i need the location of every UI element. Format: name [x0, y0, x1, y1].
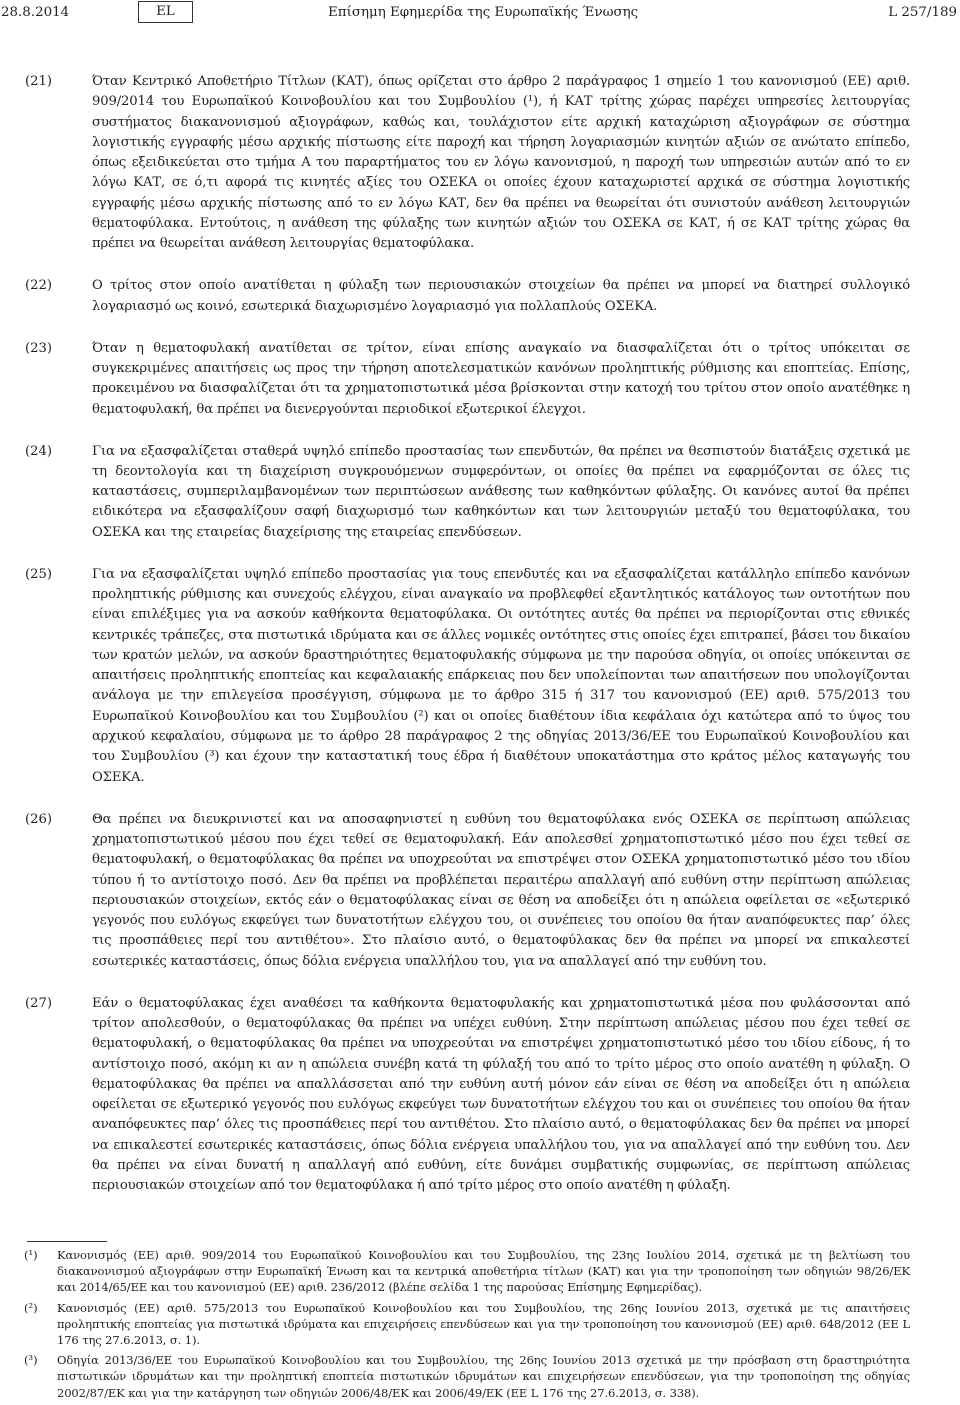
recital-number: (23): [25, 340, 53, 356]
footnote-text: Κανονισμός (ΕΕ) αριθ. 909/2014 του Ευρωπαϊκού Κοινοβουλίου και του Συμβουλίου, της 23ης Ιουλίου 2014, σχετικά με τη βελτίωση του διακανονισμού αξιογράφων στην Ευρωπαϊκή Ένωση και τα κεντρικά αποθετήρια τίτλων (ΚΑΤ) και για την τροποποίηση των οδηγιών 98/26/ΕΚ και 2014/65/ΕΕ και του κανονισμού (ΕΕ) αριθ. 236/2012 (βλέπε σελίδα 1 της παρούσας Επίσημης Εφημερίδας).: [57, 1248, 910, 1295]
footnote-2: [0, 1300, 960, 1349]
footnote-number: (¹): [24, 1248, 38, 1262]
recital-number: (21): [25, 74, 53, 89]
recital-25: [0, 565, 960, 788]
recital-text: Όταν η θεματοφυλακή ανατίθεται σε τρίτον, είναι επίσης αναγκαίο να διασφαλίζεται ότι ο τρίτος υπόκειται σε συγκεκριμένες απαιτήσεις ως προς την τήρηση αποτελεσματικών κανόνων προληπτικής ρύθμισης και εποπτείας. Επίσης, προκειμένου να διασφαλίζεται ότι τα χρηματοπιστωτικά μέσα βρίσκονται στην κατοχή του τρίτου στον οποίο ανατέθηκε η θεματοφυλακή, θα πρέπει να διενεργούνται περιοδικοί εξωτερικοί έλεγχοι.: [92, 340, 910, 417]
recital-text: Για να εξασφαλίζεται σταθερά υψηλό επίπεδο προστασίας των επενδυτών, θα πρέπει να θεσπιστούν διατάξεις σχετικά με τη δεοντολογία και τη διαχείριση συγκρουόμενων συμφερόντων, οι οποίες θα πρέπει να εφαρμόζονται σε όλες τις καταστάσεις, συμπεριλαμβανομένων των περιπτώσεων ανάθεσης των καθηκόντων φύλαξης. Οι κανόνες αυτοί θα πρέπει ειδικότερα να εξασφαλίζουν σαφή διαχωρισμό των καθηκόντων και των λειτουργιών μεταξύ του θεματοφύλακα, του ΟΣΕΚΑ και της εταιρείας διαχείρισης της εταιρείας επενδύσεων.: [92, 443, 910, 540]
recitals-list: [0, 72, 960, 1218]
recital-22: [0, 276, 960, 317]
footnote-text: Κανονισμός (ΕΕ) αριθ. 575/2013 του Ευρωπαϊκού Κοινοβουλίου και του Συμβουλίου, της 26ης Ιουνίου 2013, σχετικά με τις απαιτήσεις προληπτικής εποπτείας για πιστωτικά ιδρύματα και επιχειρήσεις επενδύσεων και για την τροποποίηση του κανονισμού (ΕΕ) αριθ. 648/2012 (ΕΕ L 176 της 27.6.2013, σ. 1).: [57, 1300, 910, 1348]
recital-24: [0, 442, 960, 543]
language-badge: EL: [138, 1, 193, 23]
recital-number: (24): [25, 443, 53, 459]
recital-text: Για να εξασφαλίζεται υψηλό επίπεδο προστασίας για τους επενδυτές και να εξασφαλίζεται κατάλληλο επίπεδο κανόνων προληπτικής ρύθμισης και συνεχούς ελέγχου, είναι αναγκαίο να προβλεφθεί εξαντλητικός κατάλογος των οντοτήτων που είναι επιλέξιμες για να ασκούν καθήκοντα θεματοφύλακα. Οι οντότητες αυτές θα πρέπει να περιορίζονται στις εθνικές κεντρικές τράπεζες, στα πιστωτικά ιδρύματα και σε άλλες νομικές οντότητες στις οποίες έχει επιτραπεί, βάσει του δικαίου των κρατών μελών, να ασκούν δραστηριότητες θεματοφυλακής σύμφωνα με την παρούσα οδηγία, οι οποίες υπόκεινται σε απαιτήσεις προληπτικής εποπτείας και κεφαλαιακής επάρκειας που δεν υπολείπονται των απαιτήσεων που υπολογίζονται ανάλογα με την επιλεγείσα προσέγγιση, σύμφωνα με το άρθρο 315 ή 317 του κανονισμού (ΕΕ) αριθ. 575/2013 του Ευρωπαϊκού Κοινοβουλίου και του Συμβουλίου (²) και οι οποίες διαθέτουν ίδια κεφάλαια όχι κατώτερα από το ύψος του αρχικού κεφαλαίου, σύμφωνα με το άρθρο 28 παράγραφος 2 της οδηγίας 2013/36/ΕΕ του Ευρωπαϊκού Κοινοβουλίου και του Συμβουλίου (³) και έχουν την καταστατική τους έδρα ή διαθέτουν υποκατάστημα στο κράτος μέλος καταγωγής του ΟΣΕΚΑ.: [92, 566, 910, 785]
recital-23: [0, 339, 960, 420]
recital-number: (22): [25, 278, 53, 294]
footnote-number: (³): [24, 1353, 38, 1368]
footnote-3: [0, 1352, 960, 1401]
recital-number: (26): [25, 811, 53, 827]
footnote-separator: [27, 1241, 107, 1242]
publication-date: 28.8.2014: [1, 5, 70, 20]
recital-text: Εάν ο θεματοφύλακας έχει αναθέσει τα καθήκοντα θεματοφυλακής και χρηματοπιστωτικά μέσα που φυλάσσονται από τρίτον απολεσθούν, ο θεματοφύλακας θα πρέπει να υπέχει ευθύνη. Στην περίπτωση απώλειας μέσου που έχει τεθεί σε θεματοφυλακή, ο θεματοφύλακας θα πρέπει να υποχρεούται να επιστρέψει χρηματοπιστωτικό μέσο του ιδίου είδους, ή το αντίστοιχο ποσό, ακόμη κι αν η απώλεια συνέβη κατά τη φύλαξή του από το τρίτο μέρος στο οποίο ανατέθη η φύλαξη. Ο θεματοφύλακας θα πρέπει να απαλλάσσεται από την ευθύνη αυτή μόνον εάν είναι σε θέση να αποδείξει ότι η απώλεια οφείλεται σε εξωτερικό γεγονός που ευλόγως εκφεύγει των δυνατοτήτων ελέγχου του και οι συνέπειες του οποίου θα ήταν αναπόφευκτες παρ’ όλες τις προσπάθειες περί του αντιθέτου. Στο πλαίσιο αυτό, ο θεματοφύλακας δεν θα πρέπει να μπορεί να επικαλεστεί εσωτερικές καταστάσεις, όπως δόλια ενέργεια υπαλλήλου του, για να απαλλαγεί από την ευθύνη του. Δεν θα πρέπει να είναι δυνατή η απαλλαγή από ευθύνη, είτε δυνάμει συμβατικής συμφωνίας, σε περίπτωση απώλειας περιουσιακών στοιχείων από τον θεματοφύλακα ή από τρίτο μέρος στο οποίο ανατέθη η φύλαξη.: [92, 995, 910, 1194]
page-header: [0, 0, 960, 30]
footnote-number: (²): [24, 1300, 38, 1315]
footnote-text: Οδηγία 2013/36/ΕΕ του Ευρωπαϊκού Κοινοβουλίου και του Συμβουλίου, της 26ης Ιουνίου 2013 σχετικά με την πρόσβαση στη δραστηριότητα πιστωτικών ιδρυμάτων και την προληπτική εποπτεία πιστωτικών ιδρυμάτων και επιχειρήσεων επενδύσεων, για την τροποποίηση της οδηγίας 2002/87/ΕΚ και για την κατάργηση των οδηγιών 2006/48/ΕΚ και 2006/49/ΕΚ (ΕΕ L 176 της 27.6.2013, σ. 338).: [57, 1353, 910, 1400]
recital-text: Ο τρίτος στον οποίο ανατίθεται η φύλαξη των περιουσιακών στοιχείων θα πρέπει να μπορεί να διατηρεί συλλογικό λογαριασμό ως κοινό, εσωτερικά διαχωρισμένο λογαριασμό για πολλαπλούς ΟΣΕΚΑ.: [92, 278, 910, 314]
journal-title: Επίσημη Εφημερίδα της Ευρωπαϊκής Ένωσης: [328, 5, 639, 20]
page-reference: L 257/189: [888, 5, 957, 20]
recital-number: (27): [25, 995, 53, 1011]
recital-26: [0, 810, 960, 972]
footnote-1: [0, 1247, 960, 1296]
recital-text: Θα πρέπει να διευκρινιστεί και να αποσαφηνιστεί η ευθύνη του θεματοφύλακα ενός ΟΣΕΚΑ σε περίπτωση απώλειας χρηματοπιστωτικού μέσου που έχει τεθεί σε θεματοφυλακή. Εάν απολεσθεί χρηματοπιστωτικό μέσο που έχει τεθεί σε θεματοφυλακή, ο θεματοφύλακας θα πρέπει να υποχρεούται να επιστρέψει στον ΟΣΕΚΑ χρηματοπιστωτικό μέσο του ιδίου τύπου ή το αντίστοιχο ποσό. Δεν θα πρέπει να προβλέπεται περαιτέρω απαλλαγή από ευθύνη στην περίπτωση απώλειας περιουσιακών στοιχείων, εκτός εάν ο θεματοφύλακας είναι σε θέση να αποδείξει ότι η απώλεια οφείλεται σε «εξωτερικό γεγονός που ευλόγως εκφεύγει των δυνατοτήτων ελέγχου του, οι συνέπειες του οποίου θα ήταν αναπόφευκτες παρ’ όλες τις προσπάθειες περί του αντιθέτου». Στο πλαίσιο αυτό, ο θεματοφύλακας δεν θα πρέπει να μπορεί να επικαλεστεί εσωτερικές καταστάσεις, όπως δόλια ενέργεια υπαλλήλου του, για να απαλλαγεί από την ευθύνη του.: [92, 811, 910, 969]
recital-number: (25): [25, 566, 53, 582]
footnotes-list: [0, 1247, 960, 1405]
recital-21: [0, 72, 960, 255]
recital-text: Όταν Κεντρικό Αποθετήριο Τίτλων (ΚΑΤ), όπως ορίζεται στο άρθρο 2 παράγραφος 1 σημείο 1 του κανονισμού (ΕΕ) αριθ. 909/2014 του Ευρωπαϊκού Κοινοβουλίου και του Συμβουλίου (¹), ή ΚΑΤ τρίτης χώρας παρέχει υπηρεσίες λειτουργίας συστήματος διακανονισμού αξιογράφων, καθώς και, τουλάχιστον είτε αρχική καταχώριση αξιογράφων σε σύστημα λογιστικής εγγραφής μέσω αρχικής πίστωσης είτε παροχή και τήρηση λογαριασμών κινητών αξιών σε ανώτατο επίπεδο, όπως εξειδικεύεται στο τμήμα Α του παραρτήματος του εν λόγω κανονισμού, η παροχή των υπηρεσιών αυτών από το εν λόγω ΚΑΤ, σε ό,τι αφορά τις κινητές αξίες του ΟΣΕΚΑ οι οποίες έχουν καταχωριστεί αρχικά σε σύστημα λογιστικής εγγραφής μέσω αρχικής πίστωσης από το εν λόγω ΚΑΤ, δεν θα πρέπει να θεωρείται ότι συνιστούν ανάθεση λειτουργιών θεματοφύλακα. Εντούτοις, η ανάθεση της φύλαξης των κινητών αξιών του ΟΣΕΚΑ σε ΚΑΤ, ή σε ΚΑΤ τρίτης χώρας θα πρέπει να θεωρείται ανάθεση λειτουργίας θεματοφύλακα.: [92, 74, 910, 252]
recital-27: [0, 994, 960, 1197]
